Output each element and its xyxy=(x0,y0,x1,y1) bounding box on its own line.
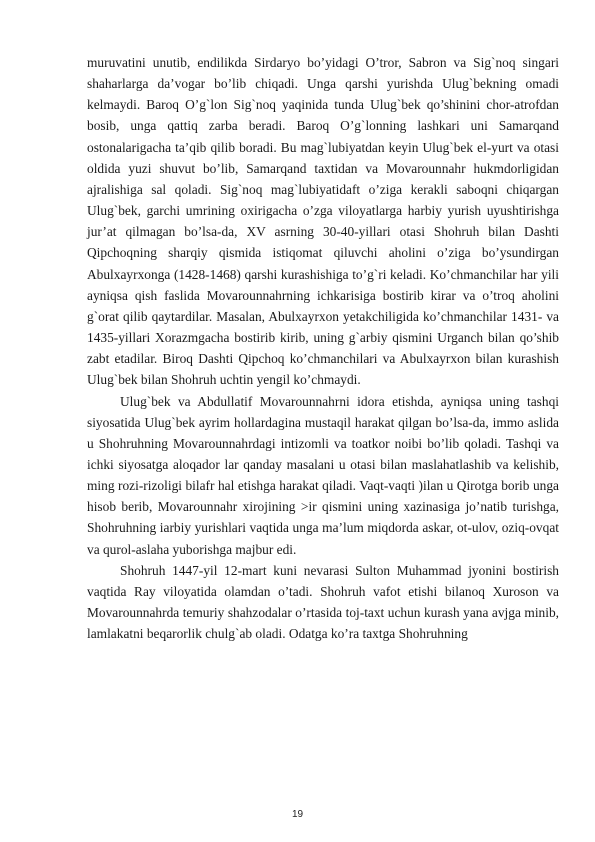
body-text xyxy=(87,52,559,644)
paragraph-1: muruvatini unutib, endilikda Sirdaryo bo’yidagi O’tror, Sabron va Sig`noq singari shaharlarga da’vogar bo’lib chiqadi. Unga qarshi yurishda Ulug`bekning omadi kelmaydi. Baroq O’g`lon Sig`noq yaqinida tunda Ulug`bek qo’shinini chor-atrofdan bosib, unga qattiq zarba beradi. Baroq O’g`lonning lashkari uni Samarqand ostonalarigacha ta’qib qilib boradi. Bu mag`lubiyatdan keyin Ulug`bek el-yurt va otasi oldida yuzi shuvut bo’lib, Samarqand taxtidan va Movarounnahr hukmdorligidan ajralishiga sal qoladi. Sig`noq mag`lubiyatidaft o’ziga kerakli saboqni chiqargan Ulug`bek, garchi umrining oxirigacha o’zga viloyatlarga harbiy yurish uyushtirishga jur’at qilmagan bo’lsa-da, XV asrning 30-40-yillari otasi Shohruh bilan Dashti Qipchoqning sharqiy qismida istiqomat qiluvchi aholini o’ziga bo’ysundirgan Abulxayrxonga (1428-1468) qarshi kurashishiga to’g`ri keladi. Ko’chmanchilar har yili ayniqsa qish faslida Movarounnahrning ichkarisiga bostirib kirar va o’troq aholini g`orat qilib qaytardilar. Masalan, Abulxayrxon yetakchiligida ko’chmanchilar 1431- va 1435-yillari Xorazmgacha bostirib kirib, uning g`arbiy qismini Urganch bilan qo’shib zabt etadilar. Biroq Dashti Qipchoq ko’chmanchilari va Abulxayrxon bilan kurashish Ulug`bek bilan Shohruh uchtin yengil ko’chmaydi. xyxy=(87,55,559,388)
page-number: 19 xyxy=(291,809,304,820)
paragraph-3: Shohruh 1447-yil 12-mart kuni nevarasi Sulton Muhammad jyonini bostirish vaqtida Ray viloyatida olamdan o’tadi. Shohruh vafot etishi bilanoq Xuroson va Movarounnahrda temuriy shahzodalar o’rtasida toj-taxt uchun kurash yana avjga minib, lamlakatni beqarorlik chulg`ab oladi. Odatga ko’ra taxtga Shohruhning xyxy=(87,562,559,642)
paragraph-2: Ulug`bek va Abdullatif Movarounnahrni idora etishda, ayniqsa uning tashqi siyosatida Ulug`bek ayrim hollardagina mustaqil harakat qilgan bo’lsa-da, immo aslida u Shohruhning Movarounnahrdagi intizomli va toatkor noibi bo’lib qoladi. Tashqi va ichki siyosatga aloqador lar qanday masalani u otasi bilan maslahatlashib va kelishib, ming rozi-rizoligi bilafr hal etishga harakat qiladi. Vaqt-vaqti )ilan u Qirotga borib unga hisob berib, Movarounnahr xirojining >ir qismini uning xazinasiga jo’natib turishga, Shohruhning iarbiy yurishlari vaqtida unga ma’lum miqdorda askar, ot-ulov, oziq-ovqat va qurol-aslaha yuborishga majbur edi. xyxy=(87,393,559,557)
